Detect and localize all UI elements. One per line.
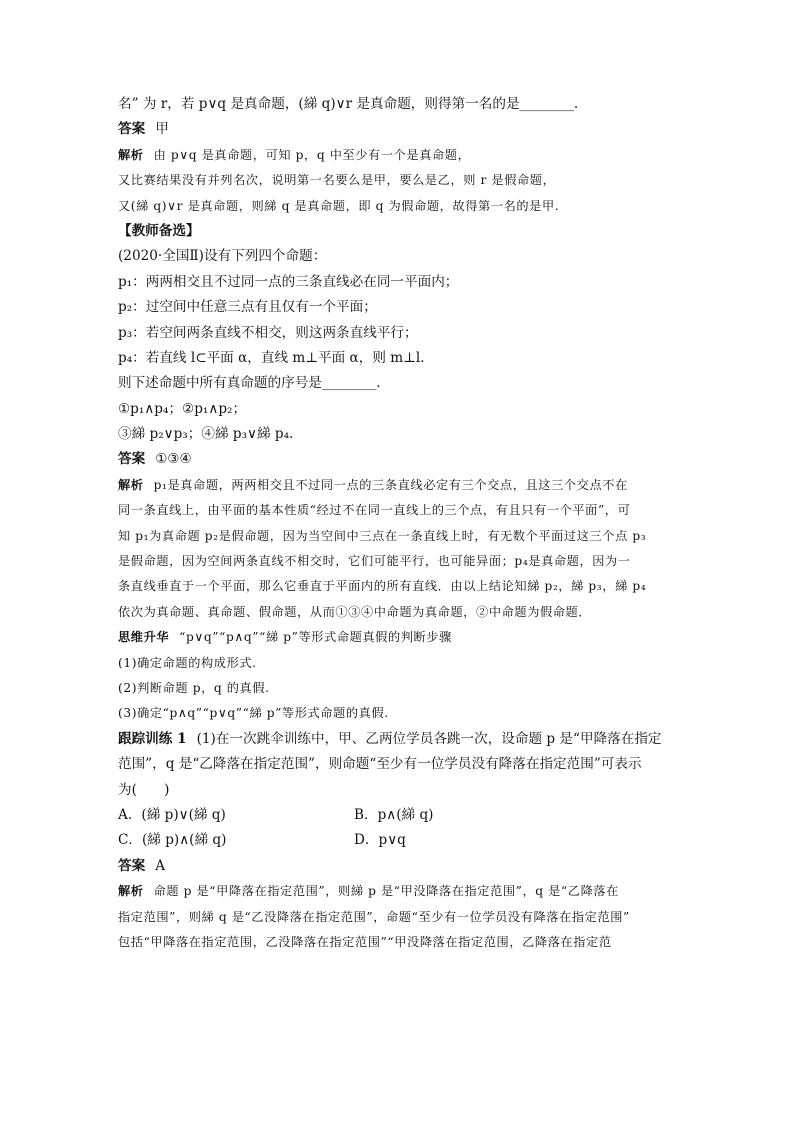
- choice-b: B．p∧(綈 q): [354, 806, 434, 823]
- answer-label: 答案: [118, 857, 146, 874]
- analysis-text: p₁是真命题，两两相交且不过同一点的三条直线必定有三个交点，且这三个交点不在: [153, 477, 628, 492]
- teacher-heading-text: 【教师备选】: [118, 222, 200, 239]
- practice-line: [118, 778, 680, 803]
- practice-text: (1)在一次跳伞训练中，甲、乙两位学员各跳一次，设命题 p 是“甲降落在指定: [196, 730, 662, 747]
- choice-d: D．p∨q: [354, 832, 406, 849]
- summary-label: 思维升华: [118, 630, 170, 645]
- choice-row: [118, 803, 680, 828]
- problem-text: 则下述命题中所有真命题的序号是________.: [118, 375, 381, 392]
- document-page: [118, 92, 680, 955]
- analysis-line: [118, 600, 680, 625]
- analysis-line: [118, 473, 680, 498]
- analysis-text: 条直线垂直于一个平面，那么它垂直于平面内的所有直线．由以上结论知綈 p₂，綈 p₃，綈 p₄: [118, 579, 647, 594]
- proposition-text: p₄：若直线 l⊂平面 α，直线 m⊥平面 α，则 m⊥l.: [118, 349, 425, 366]
- summary-title: “p∨q”“p∧q”“綈 p”等形式命题真假的判断步骤: [179, 630, 452, 645]
- summary-step: [118, 676, 680, 701]
- answer-row: [118, 117, 680, 142]
- answer-value: ①③④: [155, 451, 192, 468]
- analysis-text: 由 p∨q 是真命题，可知 p，q 中至少有一个是真命题，: [153, 147, 471, 162]
- analysis-label: 解析: [118, 147, 144, 162]
- problem-question: [118, 371, 680, 396]
- analysis-text: 依次为真命题、真命题、假命题，从而①③④中命题为真命题，②中命题为假命题．: [118, 604, 592, 619]
- choice-c: C．(綈 p)∧(綈 q): [118, 832, 227, 849]
- analysis-text: 知 p₁为真命题 p₂是假命题，因为当空间中三点在一条直线上时，有无数个平面过这三个点 p₃: [118, 528, 647, 543]
- analysis-line: [118, 574, 680, 599]
- analysis-label: 解析: [118, 884, 144, 899]
- option-list: [118, 397, 680, 422]
- proposition-p4: [118, 346, 680, 371]
- summary-row: [118, 625, 680, 650]
- proposition-text: p₂：过空间中任意三点有且仅有一个平面；: [118, 299, 377, 316]
- analysis-text: 又比赛结果没有并列名次，说明第一名要么是甲，要么是乙，则 r 是假命题，: [118, 173, 556, 188]
- practice-row: [118, 727, 680, 752]
- proposition-p3: [118, 321, 680, 346]
- answer-value: A: [155, 857, 166, 874]
- choice-a: A．(綈 p)∨(綈 q): [118, 806, 226, 823]
- analysis-label: 解析: [118, 477, 144, 492]
- answer-row: [118, 854, 680, 879]
- summary-text: (3)确定“p∧q”“p∨q”“綈 p”等形式命题的真假.: [118, 706, 389, 721]
- analysis-line: [118, 498, 680, 523]
- analysis-text: 包括“甲降落在指定范围，乙没降落在指定范围”“甲没降落在指定范围，乙降落在指定范: [118, 934, 612, 949]
- analysis-line: [118, 143, 680, 168]
- choice-row: [118, 828, 680, 853]
- summary-step: [118, 651, 680, 676]
- analysis-text: 是假命题，因为空间两条直线不相交时，它们可能平行，也可能异面；p₄是真命题，因为一: [118, 554, 631, 569]
- analysis-text: 同一条直线上，由平面的基本性质“经过不在同一直线上的三个点，有且只有一个平面”，可: [118, 503, 631, 518]
- question-continuation: [118, 92, 680, 117]
- analysis-text: 命题 p 是“甲降落在指定范围”，则綈 p 是“甲没降落在指定范围”，q 是“乙降落在: [153, 884, 619, 899]
- proposition-text: p₁：两两相交且不过同一点的三条直线必在同一平面内；: [118, 273, 459, 290]
- proposition-p1: [118, 270, 680, 295]
- proposition-p2: [118, 295, 680, 320]
- answer-row: [118, 447, 680, 472]
- summary-text: (1)确定命题的构成形式.: [118, 655, 257, 670]
- answer-label: 答案: [118, 451, 146, 468]
- summary-text: (2)判断命题 p，q 的真假.: [118, 680, 270, 695]
- option-text: ①p₁∧p₄；②p₁∧p₂；: [118, 400, 247, 417]
- option-list: [118, 422, 680, 447]
- analysis-text: 又(綈 q)∨r 是真命题，则綈 q 是真命题，即 q 为假命题，故得第一名的是甲.: [118, 198, 560, 213]
- practice-line: [118, 752, 680, 777]
- practice-text: 为( ): [118, 781, 170, 798]
- question-text: 名” 为 r，若 p∨q 是真命题，(綈 q)∨r 是真命题，则得第一名的是________.: [118, 96, 579, 112]
- analysis-line: [118, 905, 680, 930]
- analysis-line: [118, 194, 680, 219]
- analysis-text: 指定范围”，则綈 q 是“乙没降落在指定范围”，命题“至少有一位学员没有降落在指定范围”: [118, 909, 630, 924]
- practice-text: 范围”，q 是“乙降落在指定范围”，则命题“至少有一位学员没有降落在指定范围”可表示: [118, 756, 642, 773]
- answer-value: 甲: [155, 121, 169, 138]
- proposition-text: p₃：若空间两条直线不相交，则这两条直线平行；: [118, 324, 418, 341]
- practice-label: 跟踪训练 1: [118, 730, 187, 747]
- problem-stem: [118, 244, 680, 269]
- option-text: ③綈 p₂∨p₃；④綈 p₃∨綈 p₄.: [118, 426, 294, 443]
- analysis-line: [118, 879, 680, 904]
- analysis-line: [118, 524, 680, 549]
- analysis-line: [118, 549, 680, 574]
- answer-label: 答案: [118, 121, 146, 138]
- analysis-line: [118, 930, 680, 955]
- summary-step: [118, 701, 680, 726]
- analysis-line: [118, 168, 680, 193]
- teacher-section-heading: [118, 219, 680, 244]
- problem-text: (2020·全国Ⅱ)设有下列四个命题：: [118, 248, 327, 265]
